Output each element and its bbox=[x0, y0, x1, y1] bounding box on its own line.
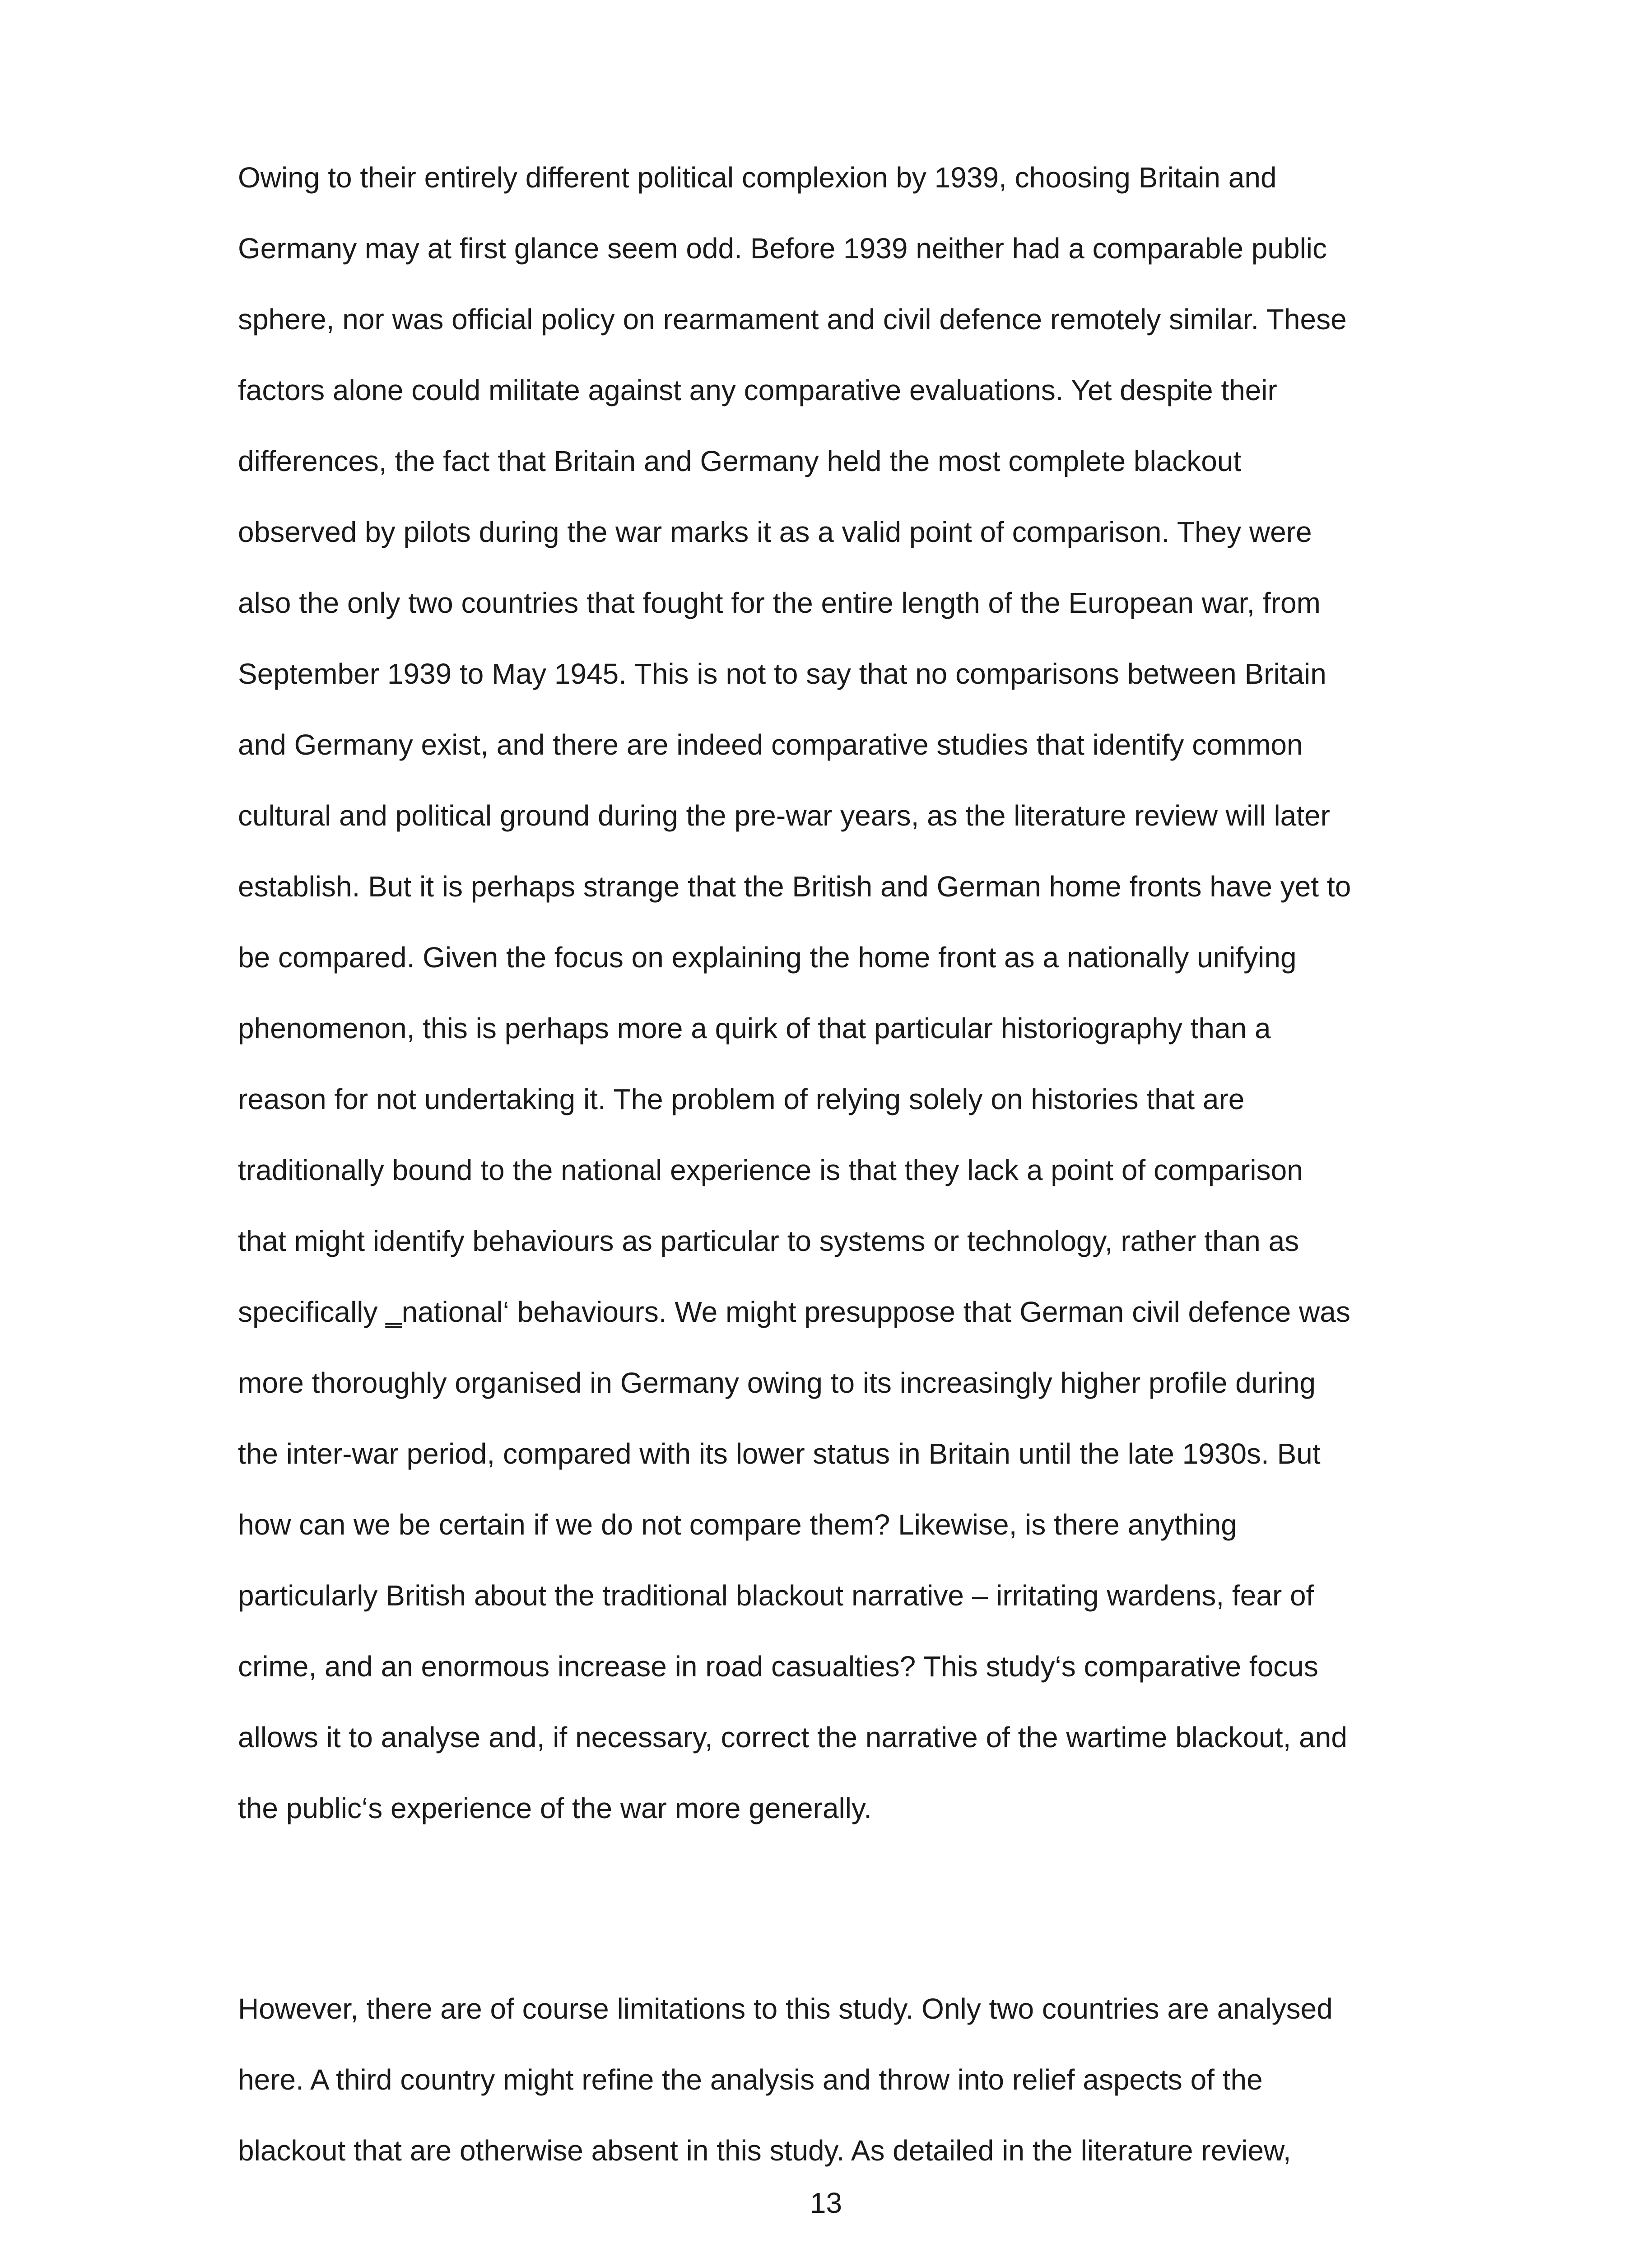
text-line: establish. But it is perhaps strange that the British and German home fronts have yet to bbox=[238, 870, 1351, 903]
text-line: traditionally bound to the national experience is that they lack a point of comparison bbox=[238, 1154, 1303, 1186]
text-line: allows it to analyse and, if necessary, correct the narrative of the wartime blackout, and bbox=[238, 1721, 1347, 1754]
paragraph-comparison-rationale bbox=[238, 142, 1430, 1844]
text-line: phenomenon, this is perhaps more a quirk of that particular historiography than a bbox=[238, 1012, 1271, 1045]
text-line: reason for not undertaking it. The problem of relying solely on histories that are bbox=[238, 1083, 1245, 1115]
text-line: September 1939 to May 1945. This is not to say that no comparisons between Britain bbox=[238, 658, 1326, 690]
text-line: Owing to their entirely different political complexion by 1939, choosing Britain and bbox=[238, 161, 1277, 194]
paragraph-limitations bbox=[238, 1973, 1430, 2186]
text-line: and Germany exist, and there are indeed comparative studies that identify common bbox=[238, 728, 1303, 761]
text-line: the inter-war period, compared with its lower status in Britain until the late 1930s. But bbox=[238, 1437, 1321, 1470]
text-line: factors alone could militate against any comparative evaluations. Yet despite their bbox=[238, 374, 1277, 406]
text-line: differences, the fact that Britain and Germany held the most complete blackout bbox=[238, 445, 1242, 477]
text-line: blackout that are otherwise absent in this study. As detailed in the literature review, bbox=[238, 2134, 1291, 2167]
text-line: more thoroughly organised in Germany owing to its increasingly higher profile during bbox=[238, 1367, 1316, 1399]
text-line: be compared. Given the focus on explaining the home front as a nationally unifying bbox=[238, 941, 1297, 974]
text-line: observed by pilots during the war marks it as a valid point of comparison. They were bbox=[238, 516, 1312, 548]
page-number: 13 bbox=[810, 2187, 842, 2219]
text-line: that might identify behaviours as particular to systems or technology, rather than as bbox=[238, 1225, 1299, 1257]
text-line: Germany may at first glance seem odd. Before 1939 neither had a comparable public bbox=[238, 232, 1327, 265]
text-line: particularly British about the traditional blackout narrative – irritating wardens, fear of bbox=[238, 1579, 1314, 1612]
text-line: specifically ‗national‘ behaviours. We might presuppose that German civil defence was bbox=[238, 1296, 1350, 1328]
text-line: the public‘s experience of the war more generally. bbox=[238, 1792, 872, 1824]
text-line: crime, and an enormous increase in road casualties? This study‘s comparative focus bbox=[238, 1650, 1318, 1683]
text-line: cultural and political ground during the pre-war years, as the literature review will later bbox=[238, 799, 1330, 832]
text-line: also the only two countries that fought for the entire length of the European war, from bbox=[238, 587, 1321, 619]
text-line: here. A third country might refine the analysis and throw into relief aspects of the bbox=[238, 2063, 1263, 2096]
text-line: However, there are of course limitations to this study. Only two countries are analysed bbox=[238, 1992, 1333, 2025]
text-line: how can we be certain if we do not compare them? Likewise, is there anything bbox=[238, 1508, 1237, 1541]
text-line: sphere, nor was official policy on rearmament and civil defence remotely similar. These bbox=[238, 303, 1347, 336]
